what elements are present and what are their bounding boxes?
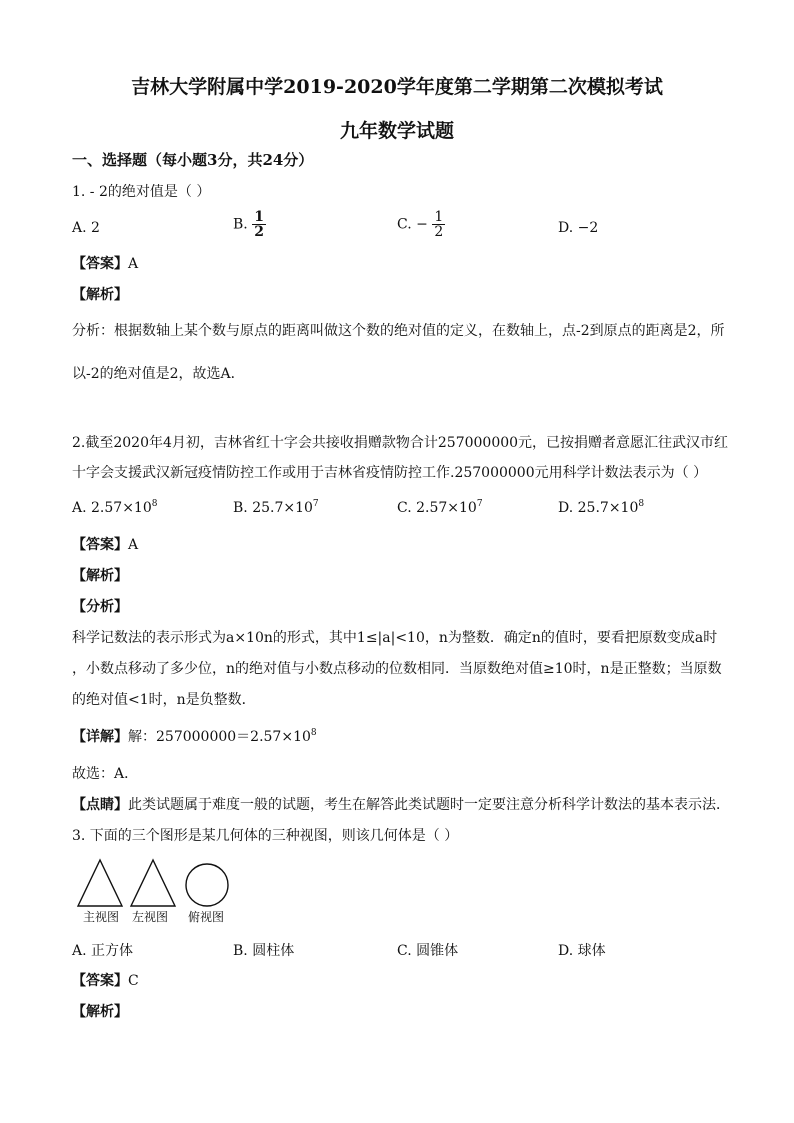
q1-answer: 【答案】A [72, 256, 139, 272]
q2-stem-line-1: 2.截至2020年4月初，吉林省红十字会共接收捐赠款物合计257000000元，已按捐赠者意愿汇往武汉市红 [72, 435, 729, 451]
q1-analysis-tag: 【解析】 [72, 287, 128, 303]
fraction: $\frac{1}{2}$ [434, 209, 444, 240]
q2-detail: 【详解】解：$257000000=2.57\times 10^8$ [72, 728, 317, 745]
left-view-triangle [131, 860, 175, 906]
q2-analysis-tag: 【解析】 [72, 568, 128, 584]
exam-title: 吉林大学附属中学2019-2020学年度第二学期第二次模拟考试 [131, 76, 663, 98]
q1-option-b: B. $\frac{1}{2}$ [233, 209, 264, 240]
top-view-circle [186, 864, 228, 906]
q1-option-d: D. −2 [558, 220, 599, 236]
q1-analysis-line-2: 以-2的绝对值是2，故选A． [72, 366, 245, 382]
fraction: $\frac{1}{2}$ [254, 209, 264, 240]
q2-option-b: B. $25.7\times 10^7$ [233, 499, 319, 516]
q3-option-d: D. 球体 [558, 943, 606, 959]
q1-option-a: A. 2 [72, 220, 100, 236]
q2-stem-line-2: 十字会支援武汉新冠疫情防控工作或用于吉林省疫情防控工作.257000000元用科学计数法表示为（ ） [72, 465, 708, 481]
q2-fenxi-line-2: ，小数点移动了多少位，n的绝对值与小数点移动的位数相同．当原数绝对值≥10时，n是正整数；当原数 [72, 661, 722, 677]
three-views-figure [76, 858, 236, 908]
exam-subtitle: 九年数学试题 [339, 120, 454, 142]
q2-fenxi-tag: 【分析】 [72, 599, 128, 615]
q3-analysis-tag: 【解析】 [72, 1004, 128, 1020]
top-view-label: 俯视图 [188, 910, 225, 924]
front-view-label: 主视图 [83, 910, 120, 924]
q2-answer: 【答案】A [72, 537, 139, 553]
q3-option-a: A. 正方体 [72, 943, 134, 959]
q1-stem: 1. - 2的绝对值是（ ） [72, 184, 211, 200]
q2-choose: 故选：A． [72, 766, 139, 782]
section-heading: 一、选择题（每小题3分，共24分） [72, 151, 314, 169]
front-view-triangle [78, 860, 122, 906]
q3-answer: 【答案】C [72, 973, 139, 989]
left-view-label: 左视图 [132, 910, 169, 924]
q1-analysis-line-1: 分析：根据数轴上某个数与原点的距离叫做这个数的绝对值的定义，在数轴上，点-2到原点的距离是2，所 [72, 323, 725, 339]
q2-fenxi-line-1: 科学记数法的表示形式为a×10n的形式，其中1≤|a|<10，n为整数．确定n的值时，要看把原数变成a时 [72, 630, 718, 646]
q2-fenxi-line-3: 的绝对值<1时，n是负整数． [72, 692, 256, 708]
q3-stem: 3. 下面的三个图形是某几何体的三种视图，则该几何体是（ ） [72, 828, 459, 844]
q2-option-c: C. $2.57\times 10^7$ [397, 499, 483, 516]
q3-option-c: C. 圆锥体 [397, 943, 459, 959]
q2-comment: 【点睛】此类试题属于难度一般的试题，考生在解答此类试题时一定要注意分析科学计数法的基本表示法． [72, 797, 730, 813]
q1-option-c: C. − $\frac{1}{2}$ [397, 209, 444, 240]
q2-option-d: D. $25.7\times 10^8$ [558, 499, 645, 516]
q2-option-a: A. $2.57\times 10^8$ [72, 499, 158, 516]
q3-option-b: B. 圆柱体 [233, 943, 295, 959]
